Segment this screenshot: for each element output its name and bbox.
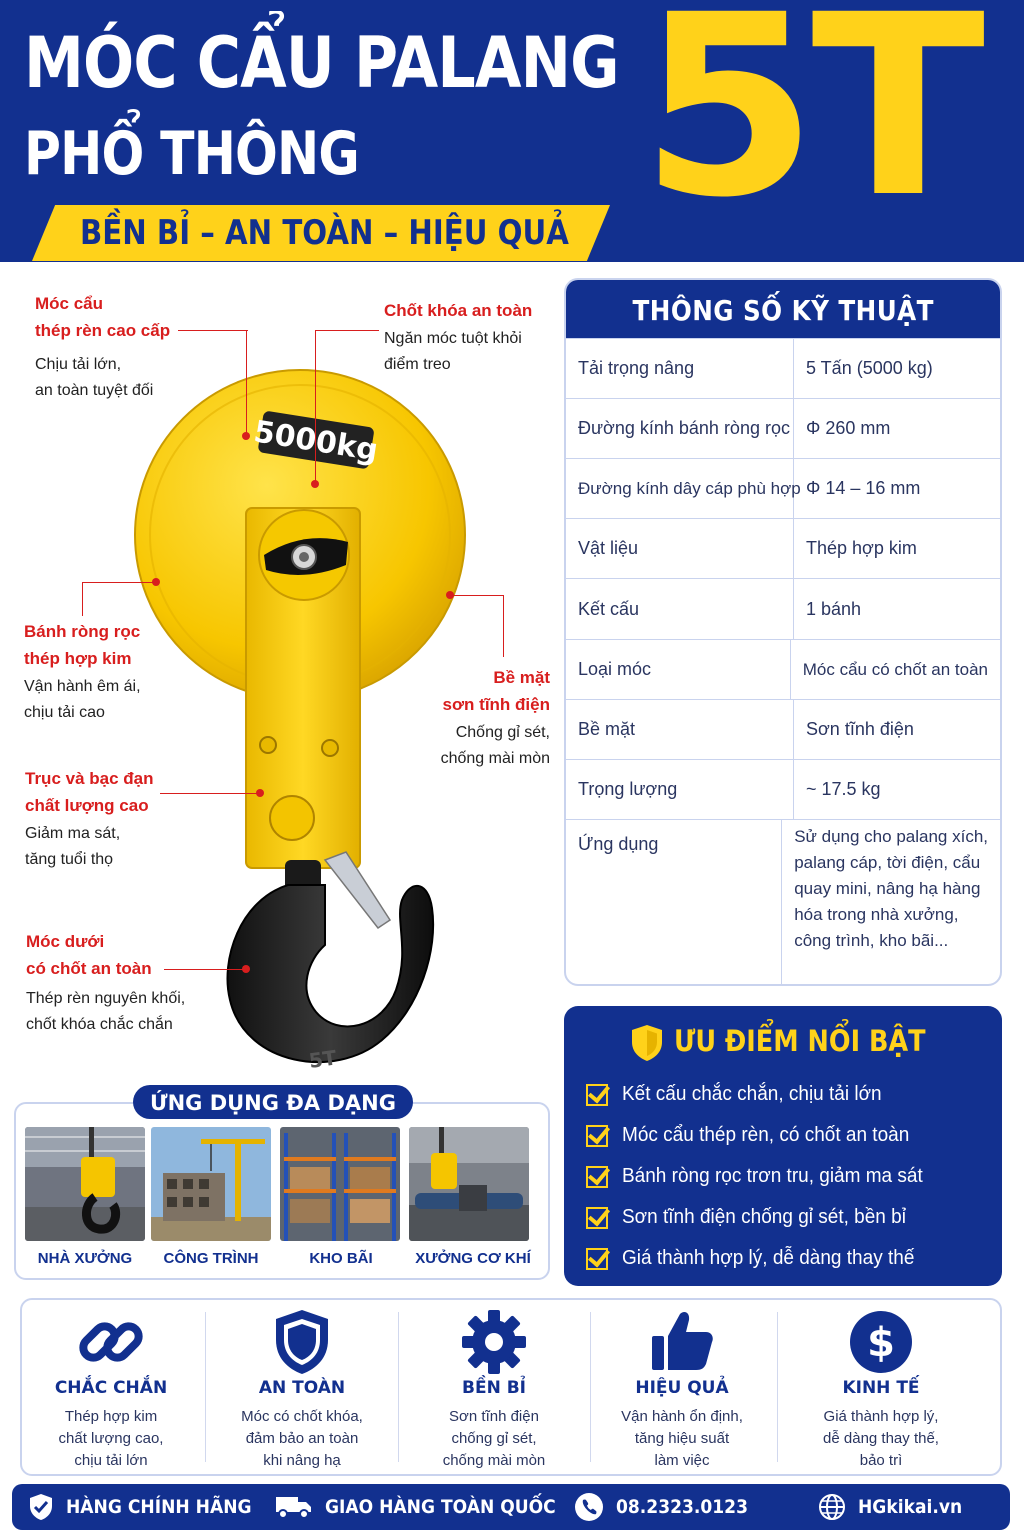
application-label: KHO BÃI	[309, 1250, 373, 1267]
checkbox-icon	[586, 1125, 608, 1147]
applications-title: ỨNG DỤNG ĐA DẠNG	[150, 1091, 396, 1115]
leader-dot	[256, 789, 264, 797]
checkbox-icon	[586, 1166, 608, 1188]
spec-key: Vật liệu	[566, 519, 794, 578]
spec-row	[566, 338, 1000, 398]
page-title-line2: PHỔ THÔNG	[24, 119, 359, 189]
leader-line	[160, 793, 260, 794]
annotation-shaft: Trục và bạc đạn chất lượng cao Giảm ma sát, tăng tuổi thọ	[25, 769, 154, 868]
annotation-hook-body: Móc cẩu thép rèn cao cấp Chịu tải lớn, an toàn tuyệt đối	[35, 294, 171, 399]
leader-line	[164, 969, 246, 970]
list-item: Bánh ròng rọc trơn tru, giảm ma sát	[586, 1156, 939, 1197]
spec-key: Bề mặt	[566, 700, 794, 759]
feature-card: BỀN BỈ Sơn tĩnh điện chống gỉ sét, chống mài mòn	[399, 1298, 589, 1476]
spec-key: Đường kính dây cáp phù hợp	[566, 459, 794, 518]
globe-icon	[818, 1493, 846, 1521]
leader-line	[315, 330, 379, 331]
spec-row	[566, 458, 1000, 518]
svg-text:$: $	[867, 1320, 895, 1366]
spec-key: Tải trọng nâng	[566, 339, 794, 398]
checkbox-icon	[586, 1248, 608, 1270]
shield-icon	[630, 1024, 664, 1062]
annotation-safety-latch: Chốt khóa an toàn Ngăn móc tuột khỏi điểm treo	[384, 301, 533, 373]
spec-value: Sơn tĩnh điện	[806, 719, 914, 739]
phone-link[interactable]: 08.2323.0123	[574, 1484, 763, 1530]
leader-line	[178, 330, 248, 331]
application-label: CÔNG TRÌNH	[163, 1250, 259, 1267]
spec-key: Trọng lượng	[566, 760, 794, 819]
spec-row	[566, 819, 1000, 986]
spec-row	[566, 699, 1000, 759]
advantages-panel	[564, 1006, 1002, 1286]
leader-dot	[311, 480, 319, 488]
leader-line	[503, 595, 504, 657]
feature-card: CHẮC CHẮN Thép hợp kim chất lượng cao, chịu tải lớn	[16, 1298, 206, 1476]
sheave-load-label: 5000kg	[251, 414, 381, 469]
gear-icon	[458, 1306, 530, 1378]
list-item: Giá thành hợp lý, dễ dàng thay thế	[586, 1238, 939, 1279]
spec-value: Φ 14 – 16 mm	[806, 478, 921, 498]
spec-value: Φ 260 mm	[806, 418, 891, 438]
leader-line	[452, 595, 504, 596]
spec-row	[566, 398, 1000, 458]
leader-line	[246, 330, 247, 434]
truck-icon	[275, 1494, 313, 1520]
leader-line	[82, 582, 83, 616]
spec-key: Ứng dụng	[566, 820, 782, 986]
phone-icon	[574, 1492, 604, 1522]
spec-row	[566, 518, 1000, 578]
factory-photo	[25, 1127, 145, 1241]
spec-table	[564, 278, 1002, 986]
slogan-text: BỀN BỈ – AN TOÀN – HIỆU QUẢ	[80, 213, 569, 253]
spec-row	[566, 639, 1000, 699]
warehouse-photo	[280, 1127, 400, 1241]
hook-capacity-mark: 5T	[307, 1045, 338, 1073]
spec-row	[566, 759, 1000, 819]
capacity-headline: 5T	[640, 0, 980, 252]
application-label: XƯỞNG CƠ KHÍ	[415, 1250, 531, 1267]
spec-value: Móc cẩu có chốt an toàn	[802, 659, 988, 679]
chain-link-icon	[75, 1306, 147, 1378]
shield-icon	[266, 1306, 338, 1378]
spec-value: Sử dụng cho palang xích, palang cáp, tời điện, cẩu quay mini, nâng hạ hàng hóa trong nhà xưởng, công trình, kho bãi...	[794, 827, 988, 950]
spec-key: Loại móc	[566, 640, 791, 699]
spec-value: Thép hợp kim	[806, 538, 917, 558]
thumbs-up-icon	[646, 1306, 718, 1378]
list-item: Kết cấu chắc chắn, chịu tải lớn	[586, 1074, 939, 1115]
mechanical-workshop-photo	[409, 1127, 529, 1241]
checkbox-icon	[586, 1084, 608, 1106]
spec-table-title: THÔNG SỐ KỸ THUẬT	[566, 280, 1000, 338]
page-title-line1: MÓC CẨU PALANG	[24, 22, 619, 104]
shipping-info: GIAO HÀNG TOÀN QUỐC	[275, 1484, 581, 1530]
website-link[interactable]: HGkikai.vn	[818, 1484, 974, 1530]
spec-key: Đường kính bánh ròng rọc	[566, 399, 794, 458]
construction-photo	[151, 1127, 271, 1241]
annotation-sheave: Bánh ròng rọc thép hợp kim Vận hành êm ái, chịu tải cao	[24, 622, 141, 721]
leader-dot	[152, 578, 160, 586]
spec-value: 1 bánh	[806, 598, 862, 619]
application-label: NHÀ XƯỞNG	[37, 1250, 133, 1267]
leader-dot	[242, 432, 250, 440]
annotation-lower-hook: Móc dưới có chốt an toàn Thép rèn nguyên khối, chốt khóa chắc chắn	[26, 932, 186, 1033]
leader-line	[315, 330, 316, 482]
advantages-list	[586, 1074, 939, 1279]
divider	[777, 1312, 778, 1462]
annotation-surface: Bề mặt sơn tĩnh điện Chống gỉ sét, chống mài mòn	[440, 668, 550, 767]
feature-card: AN TOÀN Móc có chốt khóa, đảm bảo an toàn khi nâng hạ	[207, 1298, 397, 1476]
leader-dot	[446, 591, 454, 599]
checkbox-icon	[586, 1207, 608, 1229]
divider	[205, 1312, 206, 1462]
genuine-badge: HÀNG CHÍNH HÃNG	[28, 1484, 272, 1530]
feature-card: $ KINH TẾ Giá thành hợp lý, dễ dàng thay thế, bảo trì	[786, 1298, 976, 1476]
list-item: Sơn tĩnh điện chống gỉ sét, bền bỉ	[586, 1197, 939, 1238]
list-item: Móc cẩu thép rèn, có chốt an toàn	[586, 1115, 939, 1156]
dollar-icon	[845, 1306, 917, 1378]
feature-card: HIỆU QUẢ Vận hành ổn định, tăng hiệu suất làm việc	[587, 1298, 777, 1476]
spec-value: ~ 17.5 kg	[806, 779, 881, 799]
spec-key: Kết cấu	[566, 579, 794, 639]
shield-check-icon	[28, 1493, 54, 1521]
advantages-title: ƯU ĐIỂM NỔI BẬT	[674, 1024, 926, 1058]
spec-value: 5 Tấn (5000 kg)	[806, 358, 933, 378]
leader-dot	[242, 965, 250, 973]
leader-line	[82, 582, 156, 583]
spec-row	[566, 578, 1000, 639]
